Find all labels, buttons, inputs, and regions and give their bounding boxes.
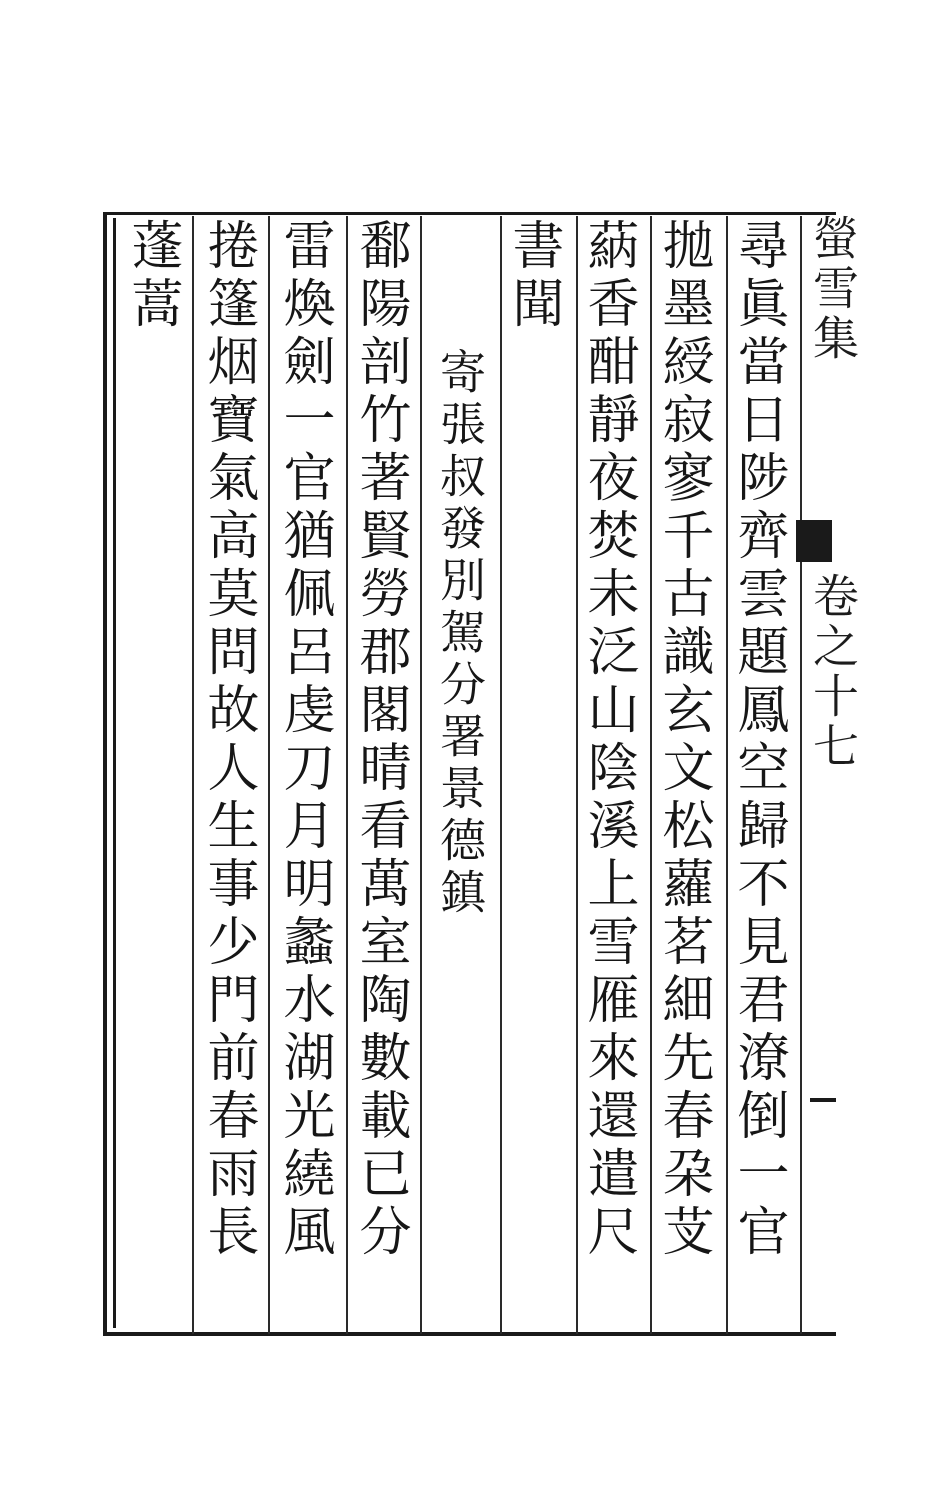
text-column-8: 捲篷烟寶氣高莫問故人生事少門前春雨長	[198, 218, 258, 1262]
text-column-3: 蒳香酣靜夜焚未泛山陰溪上雪雁來還遣尺	[578, 218, 638, 1262]
column-rule	[192, 216, 194, 1334]
text-column-4: 書聞	[503, 218, 563, 334]
text-column-9: 蓬蒿	[122, 218, 182, 334]
book-title: 螢雪集	[806, 214, 860, 364]
column-rule	[420, 216, 422, 1334]
poem-title: 寄張叔發別駕分署景德鎮	[433, 348, 487, 920]
column-rule	[500, 216, 502, 1334]
column-rule	[650, 216, 652, 1334]
column-rule	[346, 216, 348, 1334]
chapter-label: 卷之十七	[806, 572, 860, 772]
column-rule	[268, 216, 270, 1334]
inner-border-line	[113, 218, 116, 1328]
text-column-6: 鄱陽剖竹著賢勞郡閣晴看萬室陶數載已分	[350, 218, 410, 1262]
text-column-2: 拋墨綬寂寥千古識玄文松蘿茗細先春朶芆	[653, 218, 713, 1262]
leaf-number	[810, 1098, 836, 1102]
column-rule	[800, 216, 802, 1334]
fish-tail-mark	[796, 520, 832, 562]
text-column-7: 雷煥劍一官猶佩呂虔刀月明蠡水湖光繞風	[274, 218, 334, 1262]
text-column-1: 尋眞當日陟齊雲題鳳空歸不見君潦倒一官	[728, 218, 788, 1262]
